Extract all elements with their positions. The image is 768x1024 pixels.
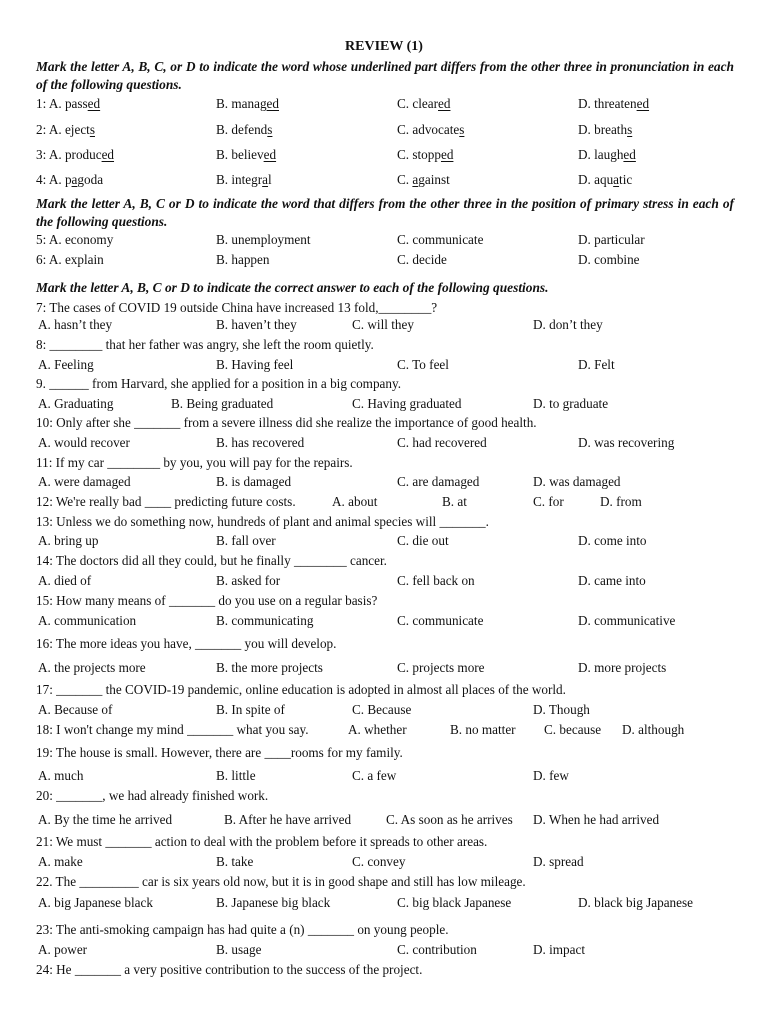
question-8-option-a[interactable]: A. Feeling bbox=[38, 357, 94, 372]
question-23-option-c[interactable]: C. contribution bbox=[397, 942, 477, 957]
question-10-option-c[interactable]: C. had recovered bbox=[397, 435, 487, 450]
question-18-option-c[interactable]: C. because bbox=[544, 722, 602, 737]
question-24-stem: 24: He _______ a very positive contribution to the success of the project. bbox=[36, 962, 423, 977]
question-2: 2: A. ejects bbox=[36, 122, 95, 137]
question-8-option-b[interactable]: B. Having feel bbox=[216, 357, 294, 372]
question-22-option-b[interactable]: B. Japanese big black bbox=[216, 895, 331, 910]
question-22-option-d[interactable]: D. black big Japanese bbox=[578, 895, 693, 910]
question-7-option-b[interactable]: B. haven’t they bbox=[216, 317, 297, 332]
question-4-option-b[interactable]: B. integral bbox=[216, 172, 272, 187]
question-12-option-d[interactable]: D. from bbox=[600, 494, 642, 509]
question-14-option-c[interactable]: C. fell back on bbox=[397, 573, 475, 588]
question-23-option-d[interactable]: D. impact bbox=[533, 942, 586, 957]
question-11-option-c[interactable]: C. are damaged bbox=[397, 474, 480, 489]
question-5-option-c[interactable]: C. communicate bbox=[397, 232, 484, 247]
question-7-stem: 7: The cases of COVID 19 outside China have increased 13 fold,________? bbox=[36, 300, 438, 315]
question-17-stem: 17: _______ the COVID-19 pandemic, online education is adopted in almost all places of the world. bbox=[36, 682, 566, 697]
question-22-option-a[interactable]: A. big Japanese black bbox=[38, 895, 153, 910]
question-13-option-b[interactable]: B. fall over bbox=[216, 533, 276, 548]
question-12-option-a[interactable]: A. about bbox=[332, 494, 378, 509]
question-9-option-a[interactable]: A. Graduating bbox=[38, 396, 114, 411]
question-21-option-c[interactable]: C. convey bbox=[352, 854, 406, 869]
question-20-option-b[interactable]: B. After he have arrived bbox=[224, 812, 352, 827]
question-23-stem: 23: The anti-smoking campaign has had quite a (n) _______ on young people. bbox=[36, 922, 449, 937]
question-12-option-b[interactable]: B. at bbox=[442, 494, 467, 509]
page-title: REVIEW (1) bbox=[345, 39, 423, 54]
question-10-option-a[interactable]: A. would recover bbox=[38, 435, 130, 450]
question-23-option-b[interactable]: B. usage bbox=[216, 942, 262, 957]
question-21-stem: 21: We must _______ action to deal with the problem before it spreads to other areas. bbox=[36, 834, 488, 849]
question-19-stem: 19: The house is small. However, there are ____rooms for my family. bbox=[36, 745, 403, 760]
question-21-option-a[interactable]: A. make bbox=[38, 854, 83, 869]
question-15-option-d[interactable]: D. communicative bbox=[578, 613, 676, 628]
question-5-option-d[interactable]: D. particular bbox=[578, 232, 645, 247]
question-20-option-d[interactable]: D. When he had arrived bbox=[533, 812, 660, 827]
question-7-option-d[interactable]: D. don’t they bbox=[533, 317, 603, 332]
question-18-option-d[interactable]: D. although bbox=[622, 722, 685, 737]
question-21-option-d[interactable]: D. spread bbox=[533, 854, 584, 869]
question-13-option-c[interactable]: C. die out bbox=[397, 533, 449, 548]
question-16-stem: 16: The more ideas you have, _______ you will develop. bbox=[36, 636, 337, 651]
question-9-stem: 9. ______ from Harvard, she applied for a position in a big company. bbox=[36, 376, 402, 391]
question-2-option-d[interactable]: D. breaths bbox=[578, 122, 633, 137]
question-19-option-c[interactable]: C. a few bbox=[352, 768, 397, 783]
question-17-option-c[interactable]: C. Because bbox=[352, 702, 412, 717]
question-17-option-d[interactable]: D. Though bbox=[533, 702, 590, 717]
question-11-stem: 11: If my car ________ by you, you will pay for the repairs. bbox=[36, 455, 353, 470]
question-5[interactable]: 5: A. economy bbox=[36, 232, 114, 247]
question-1-option-d[interactable]: D. threatened bbox=[578, 96, 650, 111]
question-9-option-d[interactable]: D. to graduate bbox=[533, 396, 609, 411]
question-18-option-b[interactable]: B. no matter bbox=[450, 722, 516, 737]
question-1-option-b[interactable]: B. managed bbox=[216, 96, 279, 111]
question-10-option-d[interactable]: D. was recovering bbox=[578, 435, 675, 450]
question-23-option-a[interactable]: A. power bbox=[38, 942, 88, 957]
stress-instruction: Mark the letter A, B, C or D to indicate the word that differs from the other three in the position of primary stress in each of the following questions. bbox=[36, 196, 734, 229]
question-14-option-d[interactable]: D. came into bbox=[578, 573, 646, 588]
question-3-option-d[interactable]: D. laughed bbox=[578, 147, 636, 162]
question-11-option-d[interactable]: D. was damaged bbox=[533, 474, 621, 489]
question-15-option-b[interactable]: B. communicating bbox=[216, 613, 314, 628]
question-16-option-b[interactable]: B. the more projects bbox=[216, 660, 323, 675]
question-2-option-c[interactable]: C. advocates bbox=[397, 122, 465, 137]
question-14-stem: 14: The doctors did all they could, but he finally ________ cancer. bbox=[36, 553, 387, 568]
question-19-option-d[interactable]: D. few bbox=[533, 768, 569, 783]
question-22-option-c[interactable]: C. big black Japanese bbox=[397, 895, 512, 910]
question-6-option-c[interactable]: C. decide bbox=[397, 252, 447, 267]
question-19-option-a[interactable]: A. much bbox=[38, 768, 84, 783]
pronunciation-instruction: Mark the letter A, B, C, or D to indicate the word whose underlined part differs from the other three in pronunciation in each of the following questions. bbox=[36, 59, 734, 92]
question-21-option-b[interactable]: B. take bbox=[216, 854, 254, 869]
question-8-stem: 8: ________ that her father was angry, she left the room quietly. bbox=[36, 337, 374, 352]
question-18-option-a[interactable]: A. whether bbox=[348, 722, 407, 737]
question-3-option-b[interactable]: B. believed bbox=[216, 147, 277, 162]
question-7-option-c[interactable]: C. will they bbox=[352, 317, 414, 332]
question-14-option-a[interactable]: A. died of bbox=[38, 573, 92, 588]
question-18-stem: 18: I won't change my mind _______ what you say. bbox=[36, 722, 309, 737]
question-1-option-c[interactable]: C. cleared bbox=[397, 96, 451, 111]
question-10-stem: 10: Only after she _______ from a severe illness did she realize the importance of good health. bbox=[36, 415, 537, 430]
question-4-option-c[interactable]: C. against bbox=[397, 172, 450, 187]
question-8-option-d[interactable]: D. Felt bbox=[578, 357, 615, 372]
question-9-option-b[interactable]: B. Being graduated bbox=[171, 396, 274, 411]
question-15-option-c[interactable]: C. communicate bbox=[397, 613, 484, 628]
question-2-option-b[interactable]: B. defends bbox=[216, 122, 273, 137]
question-19-option-b[interactable]: B. little bbox=[216, 768, 256, 783]
question-17-option-a[interactable]: A. Because of bbox=[38, 702, 113, 717]
question-20-option-a[interactable]: A. By the time he arrived bbox=[38, 812, 173, 827]
question-15-stem: 15: How many means of _______ do you use on a regular basis? bbox=[36, 593, 378, 608]
question-4-option-d[interactable]: D. aquatic bbox=[578, 172, 633, 187]
question-13-option-a[interactable]: A. bring up bbox=[38, 533, 99, 548]
question-7-option-a[interactable]: A. hasn’t they bbox=[38, 317, 113, 332]
question-10-option-b[interactable]: B. has recovered bbox=[216, 435, 305, 450]
question-4: 4: A. pagoda bbox=[36, 172, 104, 187]
question-11-option-a[interactable]: A. were damaged bbox=[38, 474, 131, 489]
question-8-option-c[interactable]: C. To feel bbox=[397, 357, 449, 372]
question-14-option-b[interactable]: B. asked for bbox=[216, 573, 281, 588]
question-6-option-b[interactable]: B. happen bbox=[216, 252, 270, 267]
question-11-option-b[interactable]: B. is damaged bbox=[216, 474, 292, 489]
question-13-stem: 13: Unless we do something now, hundreds of plant and animal species will _______. bbox=[36, 514, 489, 529]
question-15-option-a[interactable]: A. communication bbox=[38, 613, 137, 628]
question-6-option-d[interactable]: D. combine bbox=[578, 252, 640, 267]
question-16-option-a[interactable]: A. the projects more bbox=[38, 660, 146, 675]
question-20-stem: 20: _______, we had already finished work. bbox=[36, 788, 269, 803]
question-5-option-b[interactable]: B. unemployment bbox=[216, 232, 311, 247]
question-12-stem: 12: We're really bad ____ predicting future costs. bbox=[36, 494, 296, 509]
question-20-option-c[interactable]: C. As soon as he arrives bbox=[386, 812, 513, 827]
question-9-option-c[interactable]: C. Having graduated bbox=[352, 396, 462, 411]
question-17-option-b[interactable]: B. In spite of bbox=[216, 702, 285, 717]
question-16-option-c[interactable]: C. projects more bbox=[397, 660, 485, 675]
question-13-option-d[interactable]: D. come into bbox=[578, 533, 647, 548]
question-3-option-c[interactable]: C. stopped bbox=[397, 147, 454, 162]
question-12-option-c[interactable]: C. for bbox=[533, 494, 564, 509]
correct-answer-instruction: Mark the letter A, B, C or D to indicate the correct answer to each of the following questions. bbox=[36, 280, 549, 295]
question-1: 1: A. passed bbox=[36, 96, 101, 111]
question-22-stem: 22. The _________ car is six years old now, but it is in good shape and still has low mileage. bbox=[36, 874, 526, 889]
question-16-option-d[interactable]: D. more projects bbox=[578, 660, 667, 675]
question-6[interactable]: 6: A. explain bbox=[36, 252, 104, 267]
question-3: 3: A. produced bbox=[36, 147, 115, 162]
